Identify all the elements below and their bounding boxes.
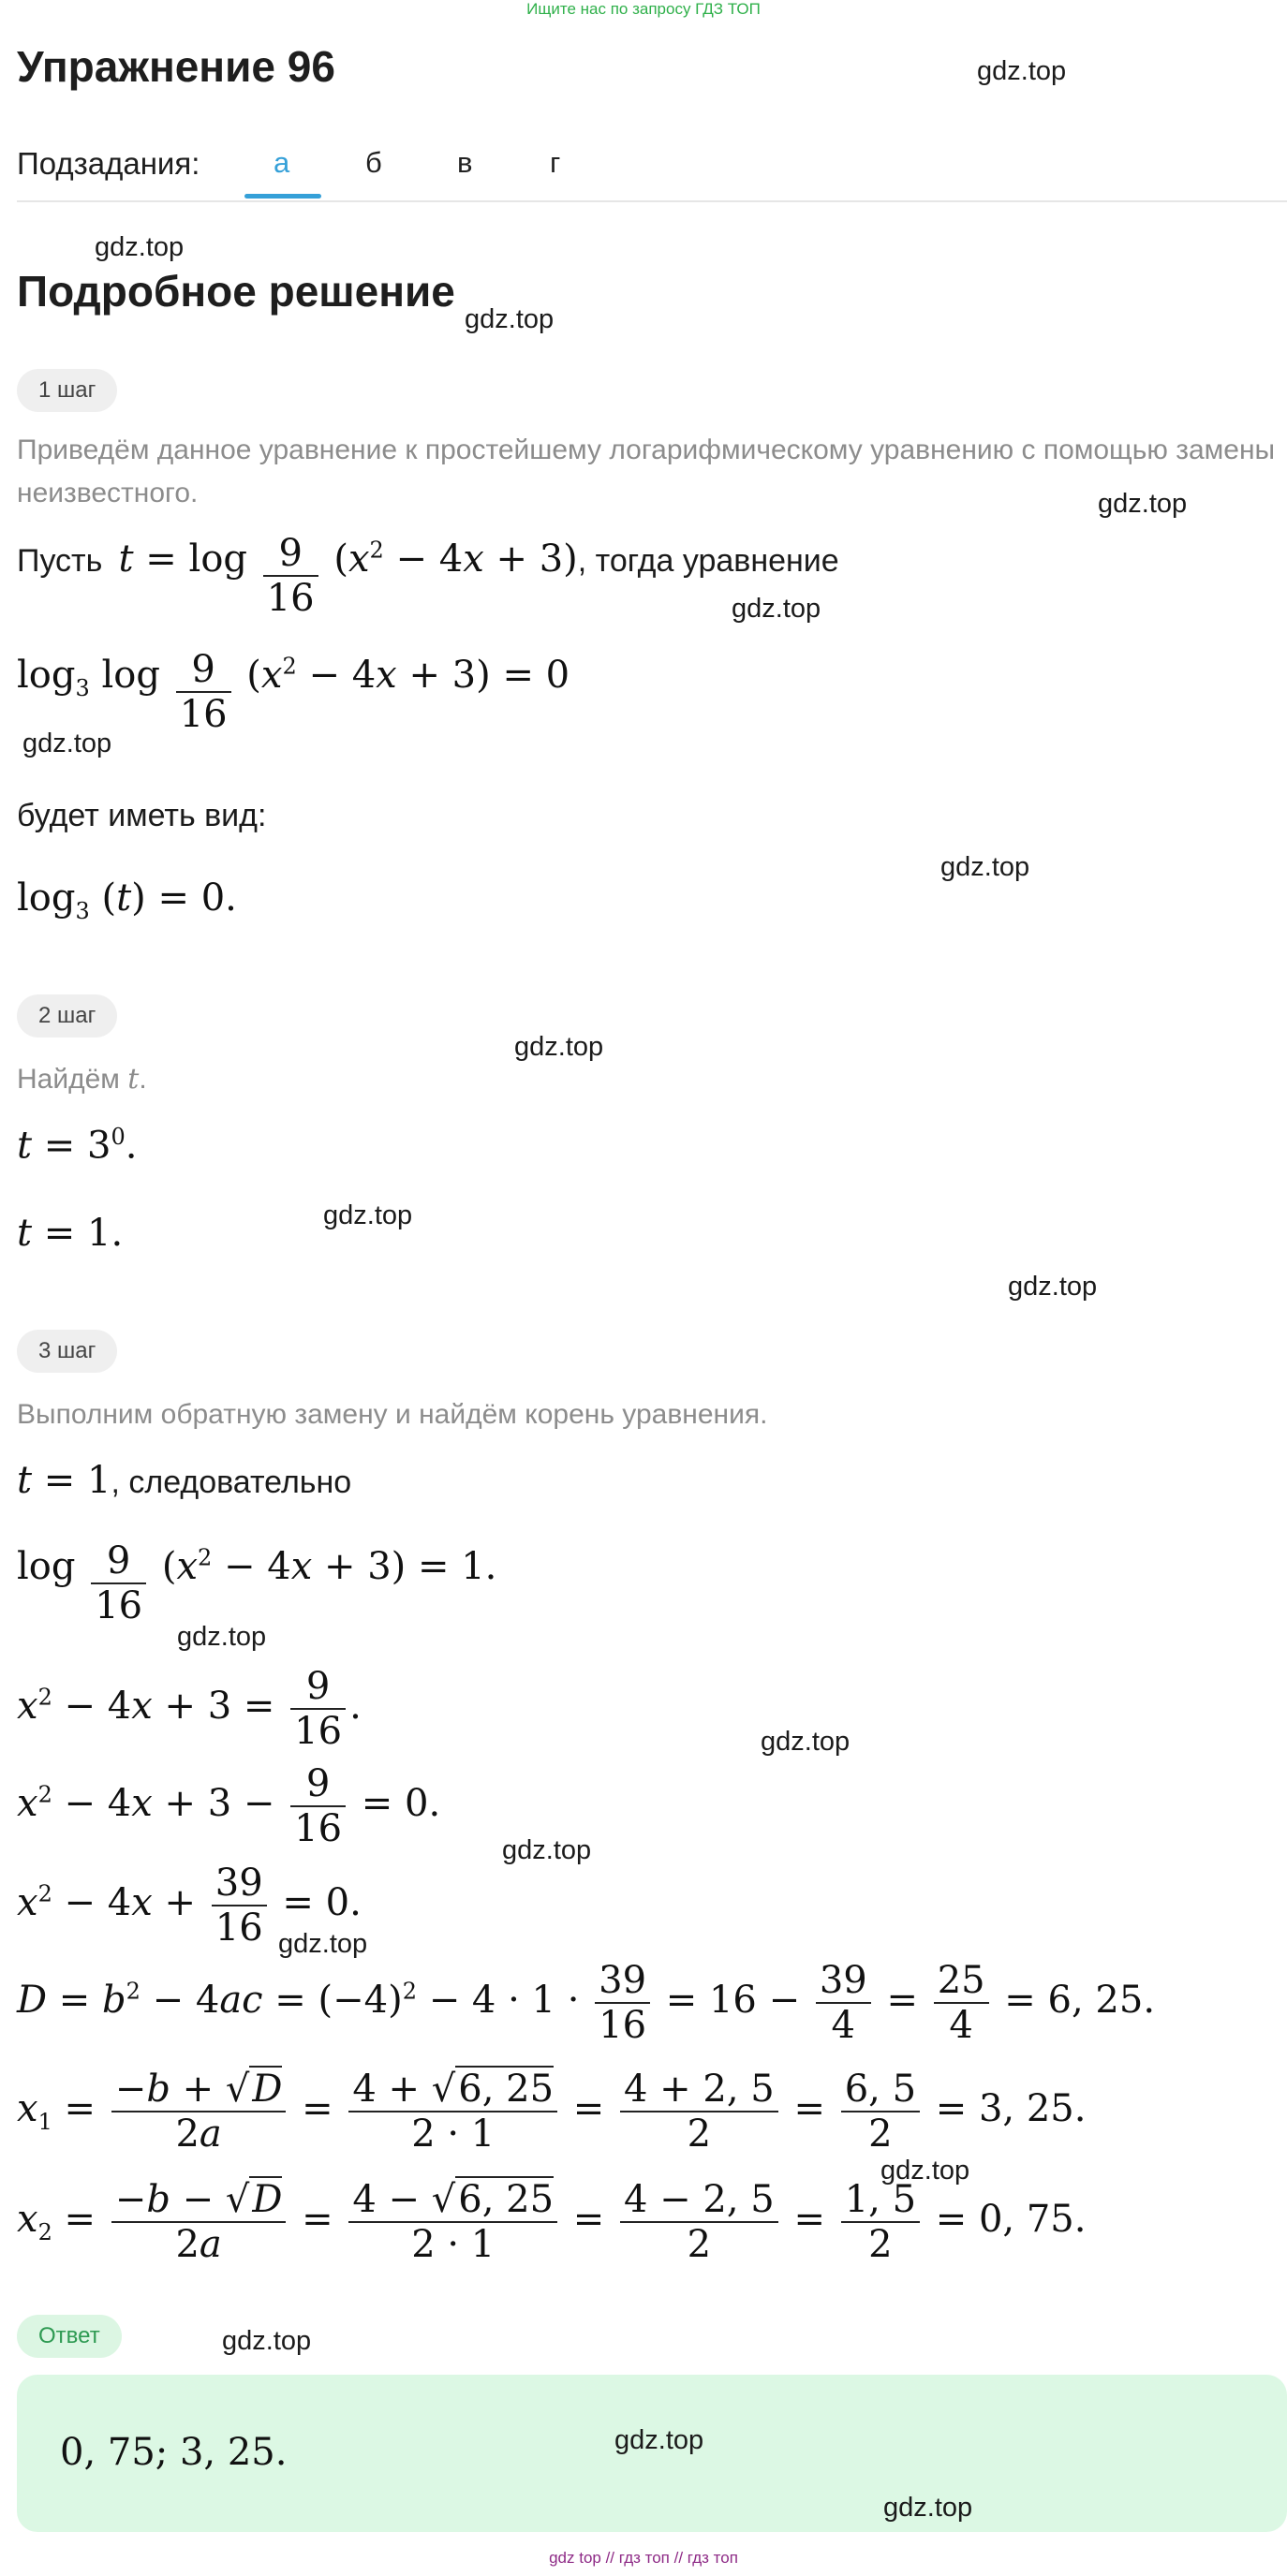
watermark: gdz.top (614, 2425, 704, 2455)
watermark: gdz.top (883, 2493, 973, 2523)
formula: $t = 3^0$. (17, 1124, 138, 1168)
find-text: Найдём (17, 1064, 120, 1095)
then-equation: , тогда уравнение (577, 543, 839, 579)
tab-b[interactable]: б (365, 146, 382, 179)
step-3-description: Выполним обратную замену и найдём корень уравнения. (17, 1399, 768, 1430)
formula: $x_2$ = $\frac{-b - √D}{2a}$ = $\frac{4 - √6, 25}{2 \cdot 1}$ = $\frac{4 - 2, 5}{2}$ = $\frac{1, 5}{2}$ = 0, 75. (17, 2178, 1087, 2266)
let-word: Пусть (17, 543, 103, 579)
watermark: gdz.top (880, 2156, 970, 2186)
watermark: gdz.top (940, 852, 1030, 882)
answer-value: 0, 75; 3, 25. (60, 2431, 288, 2474)
watermark: gdz.top (95, 232, 185, 262)
formula: $\log_3 (t) = 0$. (17, 876, 237, 924)
step-1-badge: 1 шаг (17, 369, 117, 412)
step-2-description: Найдём t. (17, 1063, 147, 1096)
step-1-description: Приведём данное уравнение к простейшему логарифмическому уравнению с помощью замены неизвестного. (17, 434, 1276, 508)
formula: t = 1 (17, 1459, 111, 1502)
footer: gdz top // гдз топ // гдз топ (549, 2549, 738, 2567)
formula: $x^2 - 4x + 3$ = $\frac{9}{16}$ . (17, 1665, 362, 1753)
step-3-substitution (17, 1459, 351, 1502)
tab-v[interactable]: в (457, 146, 473, 179)
step-2-badge: 2 шаг (17, 994, 117, 1038)
active-tab-underline (244, 194, 321, 199)
watermark: gdz.top (732, 594, 821, 624)
watermark: gdz.top (278, 1929, 368, 1959)
watermark: gdz.top (22, 729, 112, 758)
formula: $x_1$ = $\frac{-b + √D}{2a}$ = $\frac{4 + √6, 25}{2 \cdot 1}$ = $\frac{4 + 2, 5}{2}$ = $\frac{6, 5}{2}$ = 3, 25. (17, 2068, 1087, 2156)
watermark: gdz.top (177, 1622, 267, 1652)
watermark: gdz.top (465, 304, 555, 334)
watermark: gdz.top (222, 2326, 312, 2356)
watermark: gdz.top (1008, 1272, 1098, 1302)
consequently-text: , следовательно (111, 1465, 352, 1500)
watermark: gdz.top (977, 56, 1067, 86)
formula: $D = b^2 - 4ac = (-4)^2 - 4 \cdot 1$ · $\frac{39}{16}$ = 16 − $\frac{39}{4}$ = $\frac{25}{4}$ = 6, 25. (17, 1959, 1156, 2047)
formula: t = 1. (17, 1212, 124, 1255)
watermark: gdz.top (502, 1835, 592, 1865)
subtasks-label: Подзадания: (17, 146, 200, 181)
will-be-text: будет иметь вид: (17, 798, 267, 833)
step-3-badge: 3 шаг (17, 1330, 117, 1373)
watermark: gdz.top (761, 1727, 851, 1757)
formula: log $\frac{9}{16}$ $(x^2 - 4x + 3) = 1$. (17, 1539, 497, 1627)
watermark: gdz.top (323, 1200, 413, 1230)
divider (17, 200, 1287, 202)
solution-title: Подробное решение (17, 267, 455, 316)
tab-a[interactable]: а (274, 146, 290, 179)
formula: t = log $\frac{9}{16}$ $(x^2 - 4x + 3)$ (118, 532, 578, 620)
exercise-title: Упражнение 96 (17, 42, 335, 91)
step-1-substitution (17, 532, 839, 620)
formula: $x^2 - 4x$ + $\frac{39}{16}$ = 0. (17, 1862, 362, 1950)
top-note: Ищите нас по запросу ГДЗ ТОП (526, 0, 761, 18)
watermark: gdz.top (1098, 489, 1188, 519)
formula: $x^2 - 4x + 3$ − $\frac{9}{16}$ = 0. (17, 1762, 441, 1850)
watermark: gdz.top (514, 1032, 604, 1062)
answer-badge: Ответ (17, 2315, 122, 2358)
formula: $\log_3 \log$ $\frac{9}{16}$ $(x^2 - 4x + 3) = 0$ (17, 648, 570, 736)
tab-g[interactable]: г (550, 146, 561, 179)
